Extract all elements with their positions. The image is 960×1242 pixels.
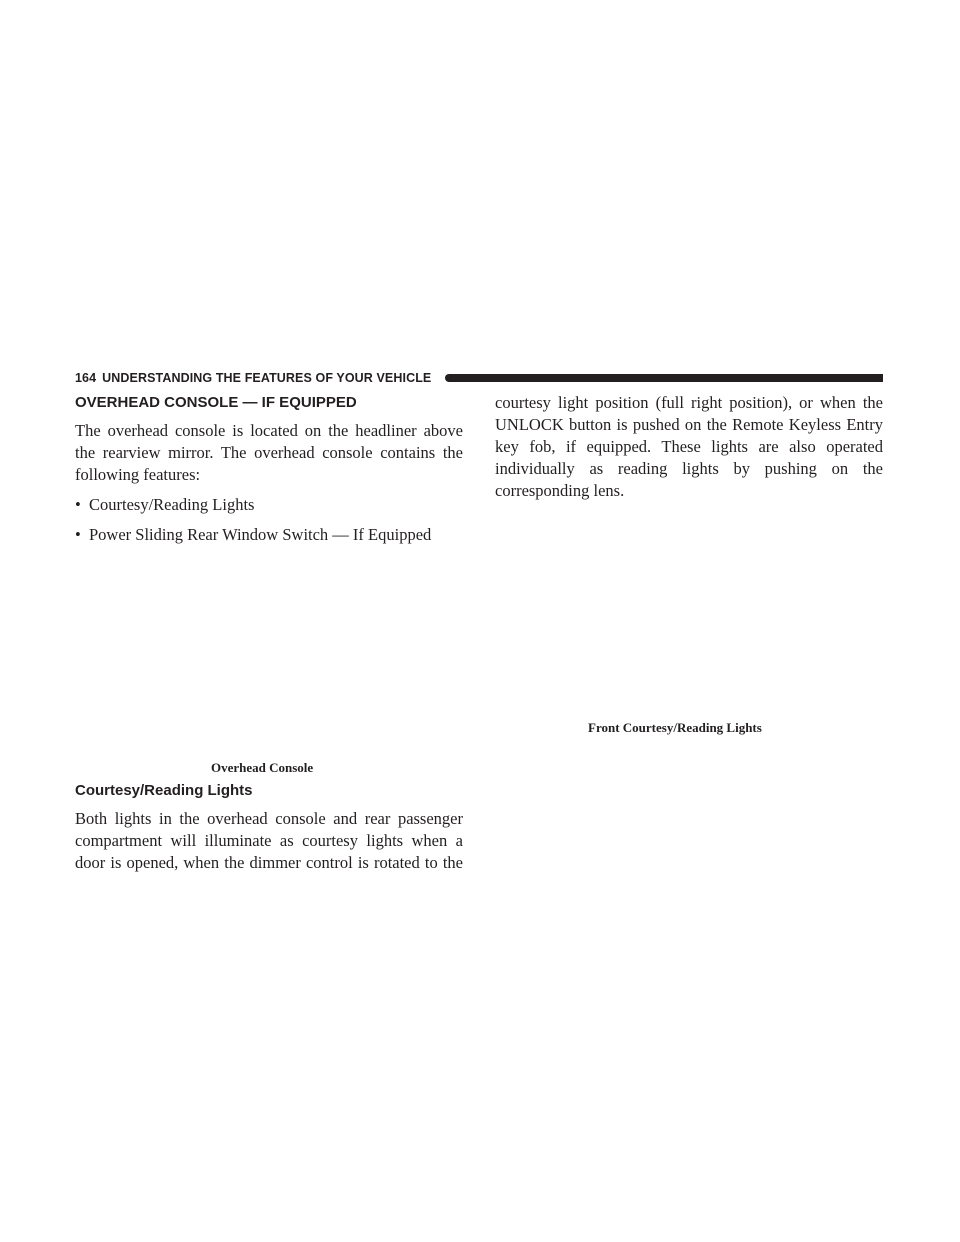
figure-caption-front-courtesy-lights: Front Courtesy/Reading Lights <box>588 720 762 735</box>
list-item <box>75 494 463 516</box>
figure-caption-overhead-console: Overhead Console <box>211 760 314 775</box>
bullet-icon: • <box>75 525 81 544</box>
overhead-console-figure <box>75 540 463 755</box>
intro-paragraph: The overhead console is located on the headliner above the rearview mirror. The overhead console contains the following features: <box>75 421 463 484</box>
bullet-icon: • <box>75 495 81 514</box>
list-item-text: Courtesy/Reading Lights <box>89 495 255 514</box>
continued-paragraph: courtesy light position (full right position), or when the UNLOCK button is pushed on the Remote Keyless Entry key fob, if equipped. These lights are also operated individually as reading lights by pushing on the corresponding lens. <box>495 393 883 500</box>
section-heading: OVERHEAD CONSOLE — IF EQUIPPED <box>75 394 357 411</box>
section-title: UNDERSTANDING THE FEATURES OF YOUR VEHICLE <box>102 371 432 385</box>
right-column <box>495 392 883 502</box>
header-rule <box>445 374 883 382</box>
courtesy-lights-paragraph: Both lights in the overhead console and rear passenger compartment will illuminate as courtesy lights when a door is opened, when the dimmer control is rotated to the <box>75 809 463 872</box>
courtesy-lights-section <box>75 781 463 874</box>
left-column <box>75 392 463 554</box>
header-text <box>75 369 437 387</box>
page-number: 164 <box>75 371 97 385</box>
front-courtesy-lights-figure <box>495 490 883 715</box>
list-item-text: Power Sliding Rear Window Switch — If Equipped <box>89 525 432 544</box>
subsection-heading: Courtesy/Reading Lights <box>75 782 253 799</box>
feature-list <box>75 494 463 546</box>
running-header <box>75 369 883 387</box>
